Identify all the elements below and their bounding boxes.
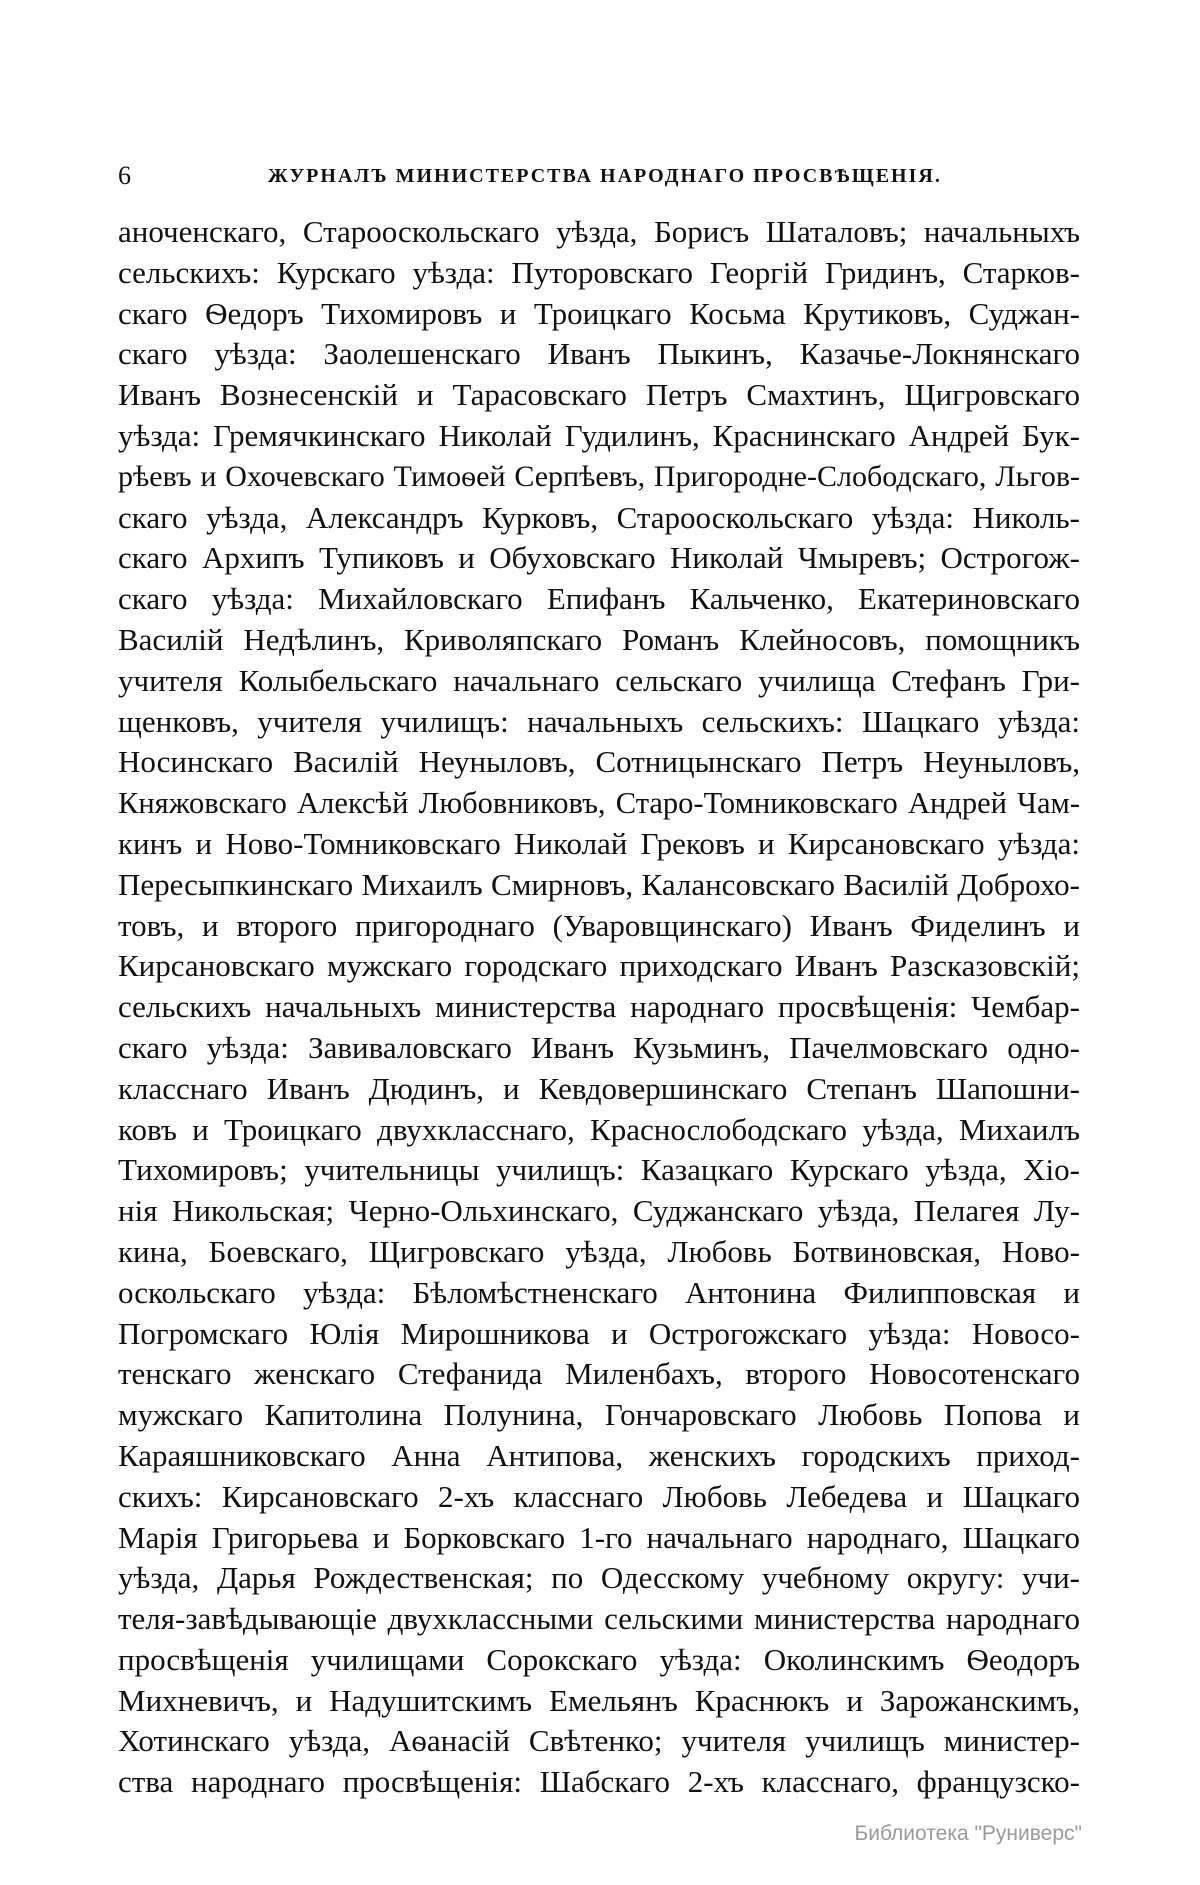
text-line: Хотинскаго уѣзда, Аѳанасій Свѣтенко; учителя училищъ министер- — [118, 1723, 1080, 1759]
text-line: кина, Боевскаго, Щигровскаго уѣзда, Любовь Ботвиновская, Ново- — [118, 1233, 1080, 1269]
text-line: Марія Григорьева и Борковскаго 1-го начальнаго народнаго, Шацкаго — [118, 1519, 1080, 1555]
text-line: учителя Колыбельскаго начальнаго сельскаго училища Стефанъ Гри- — [118, 662, 1080, 698]
text-line: рѣевъ и Охочевскаго Тимоѳей Серпѣевъ, Пригородне-Слободскаго, Льгов- — [118, 459, 1080, 493]
page-header — [118, 158, 1080, 194]
text-line: скаго уѣзда: Завиваловскаго Иванъ Кузьминъ, Пачелмовскаго одно- — [118, 1029, 1080, 1065]
running-title: ЖУРНАЛЪ МИНИСТЕРСТВА НАРОДНАГО ПРОСВѢЩЕНІЯ. — [268, 165, 942, 187]
text-line: просвѣщенія училищами Сорокскаго уѣзда: Околинскимъ Ѳеодоръ — [118, 1641, 1080, 1677]
text-line: Носинскаго Василій Неуныловъ, Сотницынскаго Петръ Неуныловъ, — [118, 744, 1080, 780]
text-line: Погромскаго Юлія Мирошникова и Острогожскаго уѣзда: Новосо- — [118, 1315, 1080, 1351]
text-line: скаго Архипъ Тупиковъ и Обуховскаго Николай Чмыревъ; Острогож- — [118, 540, 1080, 576]
text-line: Василій Недѣлинъ, Криволяпскаго Романъ Клейносовъ, помощникъ — [118, 621, 1080, 657]
text-line: сельскихъ: Курскаго уѣзда: Путоровскаго Георгій Гридинъ, Старков- — [118, 254, 1080, 290]
text-line: аноченскаго, Старооскольскаго уѣзда, Борисъ Шаталовъ; начальныхъ — [118, 214, 1080, 249]
text-line: Иванъ Вознесенскій и Тарасовскаго Петръ Смахтинъ, Щигровскаго — [118, 377, 1080, 413]
text-line: Михневичъ, и Надушитскимъ Емельянъ Краснюкъ и Зарожанскимъ, — [118, 1682, 1080, 1718]
text-line: Караяшниковскаго Анна Антипова, женскихъ городскихъ приход- — [118, 1437, 1080, 1473]
text-line: Пересыпкинскаго Михаилъ Смирновъ, Калансовскаго Василій Доброхо- — [118, 866, 1080, 902]
text-line: Тихомировъ; учительницы училищъ: Казацкаго Курскаго уѣзда, Хіо- — [118, 1152, 1080, 1188]
page-number: 6 — [118, 161, 131, 190]
text-line: класснаго Иванъ Дюдинъ, и Кевдовершинскаго Степанъ Шапошни- — [118, 1070, 1080, 1106]
text-line: нія Никольская; Черно-Ольхинскаго, Суджанскаго уѣзда, Пелагея Лу- — [118, 1193, 1080, 1229]
text-line: скихъ: Кирсановскаго 2-хъ класснаго Любовь Лебедева и Шацкаго — [118, 1478, 1080, 1514]
text-line: ковъ и Троицкаго двухкласснаго, Краснослободскаго уѣзда, Михаилъ — [118, 1111, 1080, 1147]
text-line: уѣзда: Гремячкинскаго Николай Гудилинъ, Краснинскаго Андрей Бук- — [118, 417, 1080, 453]
text-line: скаго уѣзда, Александръ Курковъ, Старооскольскаго уѣзда: Николь- — [118, 499, 1080, 535]
text-line: Княжовскаго Алексѣй Любовниковъ, Старо-Томниковскаго Андрей Чам- — [118, 786, 1080, 821]
text-line: скаго уѣзда: Михайловскаго Епифанъ Кальченко, Екатериновскаго — [118, 581, 1080, 617]
text-line: кинъ и Ново-Томниковскаго Николай Грековъ и Кирсановскаго уѣзда: — [118, 825, 1080, 861]
body-text — [118, 212, 1080, 1803]
text-line: щенковъ, учителя училищъ: начальныхъ сельскихъ: Шацкаго уѣзда: — [118, 703, 1080, 739]
text-line: скаго Ѳедоръ Тихомировъ и Троицкаго Косьма Крутиковъ, Суджан- — [118, 295, 1080, 331]
text-line: скаго уѣзда: Заолешенскаго Иванъ Пыкинъ, Казачье-Локнянскаго — [118, 336, 1080, 372]
text-line: теля-завѣдывающіе двухклассными сельскими министерства народнаго — [118, 1601, 1080, 1637]
text-line: тенскаго женскаго Стефанида Миленбахъ, второго Новосотенскаго — [118, 1356, 1080, 1392]
text-line: оскольскаго уѣзда: Бѣломѣстненскаго Антонина Филипповская и — [118, 1274, 1080, 1310]
text-line: уѣзда, Дарья Рождественская; по Одесскому учебному округу: учи- — [118, 1560, 1080, 1596]
library-watermark: Библиотека "Руниверс" — [854, 1822, 1082, 1845]
text-line: товъ, и второго пригороднаго (Уваровщинскаго) Иванъ Фиделинъ и — [118, 907, 1080, 943]
text-line: мужскаго Капитолина Полунина, Гончаровскаго Любовь Попова и — [118, 1397, 1080, 1433]
text-line: Кирсановскаго мужскаго городскаго приходскаго Иванъ Разсказовскій; — [118, 948, 1080, 984]
text-line: ства народнаго просвѣщенія: Шабскаго 2-хъ класснаго, французско- — [118, 1764, 1080, 1800]
text-line: сельскихъ начальныхъ министерства народнаго просвѣщенія: Чембар- — [118, 989, 1080, 1025]
